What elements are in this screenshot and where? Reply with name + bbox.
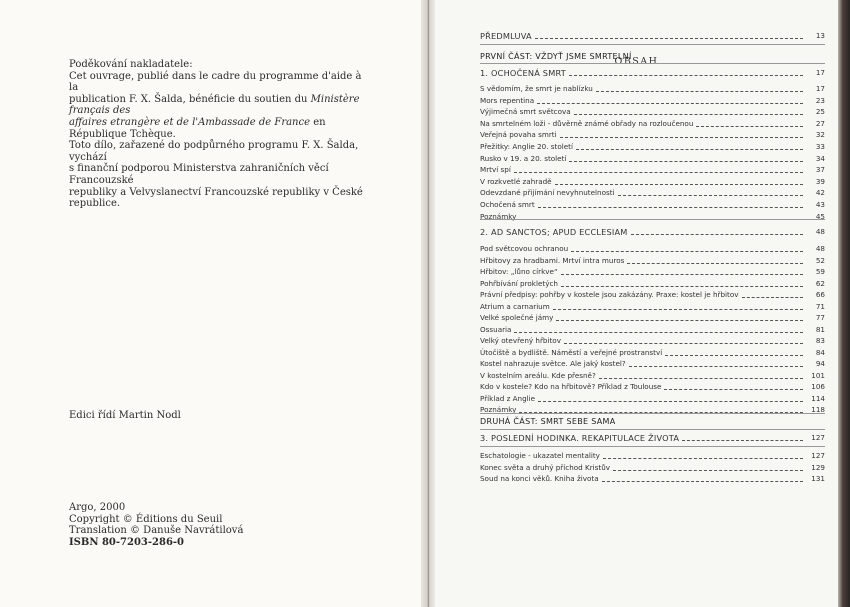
toc-chapter-1-page: 17: [815, 68, 825, 77]
toc-chapter-2: [480, 227, 825, 237]
leader-dots: [599, 378, 803, 379]
leader-dots: [574, 114, 803, 115]
toc-entry-page: 43: [815, 200, 825, 209]
left-page: [0, 0, 421, 607]
leader-dots: [613, 470, 803, 471]
toc-entry-page: 39: [815, 176, 825, 186]
toc-entry-label: Hřbitov: „lůno církve“: [480, 267, 558, 276]
toc-chapter-2-page: 48: [815, 227, 825, 236]
toc-entry-page: 77: [815, 313, 825, 322]
toc-entry-page: 118: [811, 405, 825, 414]
toc-entry-page: 52: [815, 255, 825, 265]
leader-dots: [618, 195, 803, 196]
leader-dots: [538, 401, 803, 402]
toc-entry-page: 45: [815, 211, 825, 221]
toc-entry-page: 59: [815, 267, 825, 276]
toc-entry-page: 48: [815, 244, 825, 253]
leader-dots: [514, 172, 803, 173]
toc-entry-label: Poznámky: [480, 211, 517, 221]
leader-dots: [556, 320, 803, 321]
toc-entry: [480, 165, 825, 175]
credits-line-6: republiky a Velvyslanectví Francouzské republiky v České republice.: [69, 186, 363, 210]
toc-entry-page: 84: [815, 347, 825, 357]
toc-entry-page: 129: [811, 462, 825, 472]
leader-dots: [561, 286, 803, 287]
part-1-heading: PRVNÍ ČÁST: VŽDYŤ JSME SMRTELNÍ: [480, 52, 632, 61]
toc-entry-page: 33: [815, 142, 825, 151]
toc-entry: [480, 130, 825, 140]
toc-entry-label: Přežitky: Anglie 20. století: [480, 142, 574, 151]
credits-line-5: s finanční podporou Ministerstva zahraničních věcí Francouzské: [69, 163, 329, 186]
toc-entry-label: S vědomím, že smrt je nablízku: [480, 84, 593, 93]
toc-entry-page: 17: [815, 84, 825, 93]
leader-dots: [682, 440, 803, 441]
leader-dots: [631, 234, 803, 235]
toc-entry: [480, 142, 825, 152]
toc-chapter-1: [480, 68, 825, 78]
leader-dots: [569, 161, 803, 162]
leader-dots: [576, 149, 803, 150]
divider: [480, 63, 825, 64]
part-2-heading: DRUHÁ ČÁST: SMRT SEBE SAMA: [480, 417, 616, 426]
toc-entry: [480, 188, 825, 198]
leader-dots: [596, 91, 803, 92]
publisher-year: Argo, 2000: [69, 502, 126, 513]
toc-entry-label: Velký otevřený hřbitov: [480, 336, 561, 345]
toc-entry: [480, 119, 825, 129]
toc-entry: [480, 96, 825, 106]
toc-entry: [480, 348, 825, 358]
leader-dots: [561, 274, 803, 275]
toc-entry-label: Konec světa a druhý příchod Kristův: [480, 462, 611, 472]
toc-entry-page: 81: [815, 324, 825, 334]
toc-entry-label: Atrium a carnarium: [480, 301, 550, 311]
toc-entry: [480, 313, 825, 323]
leader-dots: [664, 389, 803, 390]
toc-entry-page: 106: [811, 382, 825, 391]
leader-dots: [538, 207, 803, 208]
toc-entry-page: 66: [815, 290, 825, 299]
toc-entry-label: Právní předpisy: pohřby v kostele jsou zakázány. Praxe: kostel je hřbitov: [480, 290, 739, 299]
toc-entry-label: Na smrtelném loži - důvěrně známé obřady na rozloučenou: [480, 118, 694, 128]
leader-dots: [564, 343, 803, 344]
copyright-block: [69, 502, 243, 548]
leader-dots: [535, 38, 803, 39]
credits-line-3: [69, 117, 369, 140]
leader-dots: [603, 458, 803, 459]
leader-dots: [569, 75, 803, 76]
toc-entry-page: 27: [815, 118, 825, 128]
toc-entry-label: V rozkvetlé zahradě: [480, 176, 552, 186]
toc-entry-label: Kdo v kostele? Kdo na hřbitově? Příklad z Toulouse: [480, 382, 662, 391]
leader-dots: [629, 366, 803, 367]
toc-entry: [480, 244, 825, 254]
toc-entry-page: 83: [815, 336, 825, 345]
toc-entry-label: Eschatologie - ukazatel mentality: [480, 451, 600, 460]
credits-line-4: Toto dílo, zařazené do podpůrného programu F. X. Šalda, vychází: [69, 140, 359, 163]
toc-entry-label: Hřbitovy za hradbami. Mrtví intra muros: [480, 255, 625, 265]
toc-entry-label: Soud na konci věků. Kniha života: [480, 474, 599, 483]
toc-entry-page: 34: [815, 153, 825, 163]
toc-entry-label: Mors repentina: [480, 95, 535, 105]
leader-dots: [665, 355, 803, 356]
credits-line-2-text: publication F. X. Šalda, bénéficie du soutien du: [69, 93, 311, 105]
toc-entry: [480, 212, 825, 222]
toc-entry-label: V kostelním areálu. Kde přesně?: [480, 370, 596, 380]
toc-preface: [480, 31, 825, 41]
toc-entry-page: 94: [815, 359, 825, 368]
credits-line-3-text: en République Tchèque.: [69, 116, 326, 140]
toc-entry-label: Útočiště a bydliště. Náměstí a veřejné prostranství: [480, 347, 663, 357]
toc-entry: [480, 336, 825, 346]
toc-entry: [480, 451, 825, 461]
toc-entry-page: 101: [811, 370, 825, 380]
leader-dots: [602, 481, 803, 482]
toc-entry-page: 127: [811, 451, 825, 460]
toc-entry: [480, 382, 825, 392]
credits-line-2-italic: Ministère français des: [69, 93, 360, 117]
leader-dots: [514, 332, 803, 333]
toc-entry: [480, 325, 825, 335]
divider: [480, 219, 825, 220]
toc-entry: [480, 371, 825, 381]
toc-entry-label: Ochočená smrt: [480, 200, 535, 209]
toc-entry-label: Veřejná povaha smrti: [480, 130, 557, 140]
toc-preface-label: PŘEDMLUVA: [480, 31, 532, 41]
leader-dots: [560, 137, 803, 138]
toc-entry: [480, 107, 825, 117]
credits-line-1: Cet ouvrage, publié dans le cadre du programme d'aide à la: [69, 70, 362, 94]
series-editor: Edici řídí Martin Nodl: [69, 410, 181, 421]
credits-line-3-italic: affaires etrangère et de l'Ambassade de France: [69, 116, 311, 128]
toc-chapter-1-label: 1. OCHOČENÁ SMRT: [480, 68, 566, 78]
toc-entry-page: 62: [815, 278, 825, 288]
toc-entry: [480, 256, 825, 266]
leader-dots: [553, 309, 803, 310]
divider: [480, 446, 825, 447]
toc-entry: [480, 279, 825, 289]
copyright-line: Copyright © Éditions du Seuil: [69, 513, 223, 525]
toc-entry-label: Pohřbívání prokletých: [480, 278, 558, 288]
toc-entry-page: 42: [815, 188, 825, 198]
toc-entry-label: Příklad z Anglie: [480, 393, 536, 403]
book-cover-edge: [838, 0, 850, 607]
toc-entry: [480, 177, 825, 187]
toc-entry-page: 114: [811, 393, 825, 403]
toc-entry: [480, 84, 825, 94]
leader-dots: [537, 103, 803, 104]
toc-entry-label: Odevzdané přijímání nevyhnutelnosti: [480, 188, 615, 198]
toc-entry: [480, 394, 825, 404]
toc-entry: [480, 474, 825, 484]
publisher-credits: [69, 59, 369, 210]
book-gutter: [421, 0, 435, 607]
credits-line-2: [69, 94, 369, 117]
toc-entry: [480, 267, 825, 277]
toc-entry-page: 32: [815, 130, 825, 140]
toc-entry: [480, 463, 825, 473]
divider: [480, 44, 825, 45]
toc-entry-page: 131: [811, 474, 825, 483]
toc-chapter-3-page: 127: [811, 433, 825, 442]
toc-entry-label: Velké společné jámy: [480, 313, 554, 322]
toc-entry: [480, 302, 825, 312]
divider: [480, 413, 825, 414]
toc-chapter-3-label: 3. POSLEDNÍ HODINKA. REKAPITULACE ŽIVOTA: [480, 433, 680, 443]
isbn: ISBN 80-7203-286-0: [69, 536, 185, 548]
toc-entry-label: Kostel nahrazuje světce. Ale jaký kostel?: [480, 359, 626, 368]
toc-entry-page: 25: [815, 107, 825, 117]
toc-entry: [480, 154, 825, 164]
toc-entry-label: Rusko v 19. a 20. století: [480, 153, 567, 163]
divider: [480, 429, 825, 430]
toc-preface-page: 13: [815, 31, 825, 40]
toc-entry-label: Ossuaria: [480, 324, 512, 334]
toc-chapter-2-label: 2. AD SANCTOS; APUD ECCLESIAM: [480, 227, 628, 237]
leader-dots: [627, 263, 803, 264]
toc-entry: [480, 359, 825, 369]
leader-dots: [696, 126, 803, 127]
leader-dots: [571, 251, 803, 252]
toc-chapter-3: [480, 433, 825, 443]
leader-dots: [742, 297, 803, 298]
toc-entry-label: Pod světcovou ochranou: [480, 244, 569, 253]
toc-entry-label: Mrtví spí: [480, 165, 511, 175]
toc-entry-page: 37: [815, 165, 825, 175]
toc-entry-label: Poznámky: [480, 405, 517, 414]
translation-line: Translation © Danuše Navrátilová: [69, 525, 244, 537]
toc-entry: [480, 290, 825, 300]
credits-heading: Poděkování nakladatele:: [69, 59, 193, 70]
toc-entry: [480, 200, 825, 210]
leader-dots: [555, 184, 803, 185]
right-page: [435, 0, 838, 607]
toc-title: OBSAH: [614, 56, 659, 67]
toc-entry-page: 71: [815, 301, 825, 311]
toc-entry-label: Výjimečná smrt světcova: [480, 107, 571, 117]
toc-entry-page: 23: [815, 95, 825, 105]
